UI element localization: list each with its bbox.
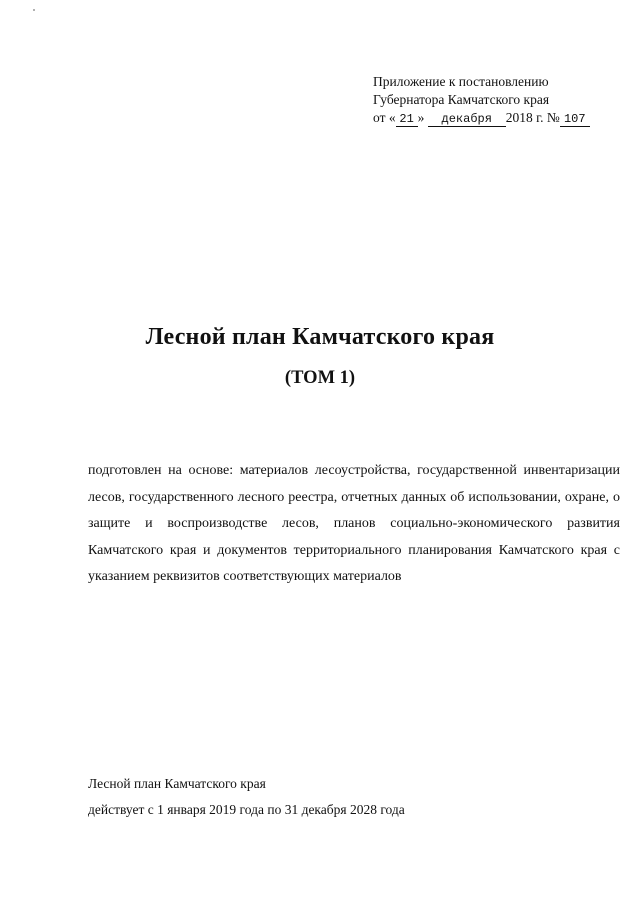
decree-number-field: 107 xyxy=(560,113,590,127)
volume-label: (ТОМ 1) xyxy=(284,368,356,388)
appendix-note xyxy=(373,73,590,127)
appendix-line-2: Губернатора Камчатского края xyxy=(373,92,550,107)
date-mid: » xyxy=(417,110,425,125)
date-year-text: 2018 г. № xyxy=(505,110,560,125)
page-title: Лесной план Камчатского края xyxy=(145,324,495,350)
appendix-line-1: Приложение к постановлению xyxy=(373,74,549,89)
scan-speck xyxy=(33,9,35,11)
date-day-field: 21 xyxy=(396,113,418,127)
basis-paragraph: подготовлен на основе: материалов лесоустройства, государственной инвентаризации лесов, государственного лесного реестра, отчетных данных об использовании, охране, о защите и воспроизводстве лесов, планов социально-экономического развития Камчатского края и документов территориального планирования Камчатского края с указанием реквизитов соответствующих материалов xyxy=(88,463,620,584)
validity-note xyxy=(88,771,405,823)
appendix-date-line xyxy=(373,109,590,127)
date-month-field: декабря xyxy=(428,113,506,127)
date-prefix: от « xyxy=(373,110,396,125)
validity-line-2: действует с 1 января 2019 года по 31 декабря 2028 года xyxy=(88,802,405,817)
validity-line-1: Лесной план Камчатского края xyxy=(88,776,266,791)
